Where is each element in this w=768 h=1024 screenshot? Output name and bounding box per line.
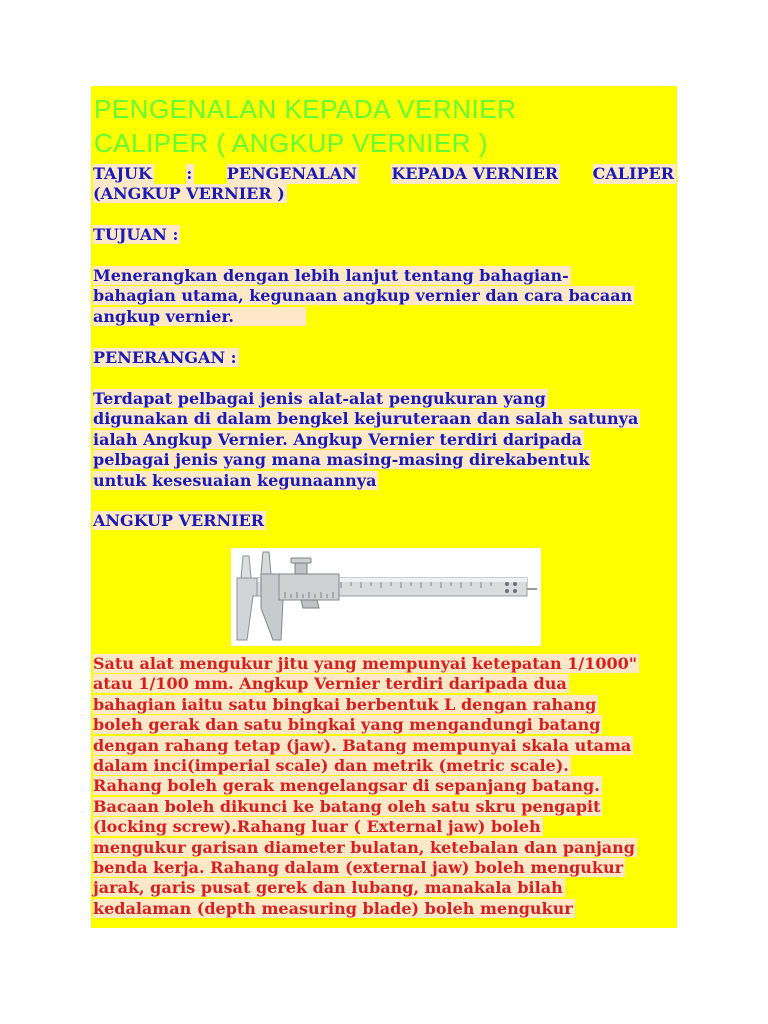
text-line: kedalaman (depth measuring blade) boleh mengukur (93, 898, 573, 918)
text-line: untuk kesesuaian kegunaannya (93, 470, 377, 490)
text-line: atau 1/100 mm. Angkup Vernier terdiri daripada dua (93, 674, 567, 694)
text-line: Menerangkan dengan lebih lanjut tentang bahagian- (93, 266, 569, 285)
title-line-1: PENGENALAN KEPADA VERNIER (94, 94, 517, 124)
tajuk-label: TAJUK (93, 164, 152, 183)
section-heading: ANGKUP VERNIER (93, 511, 265, 530)
tujuan-paragraph (93, 266, 634, 327)
text-line: bahagian iaitu satu bingkai berbentuk L dengan rahang (93, 694, 597, 714)
tajuk-line-2: (ANGKUP VERNIER ) (93, 184, 285, 204)
tajuk-line-1 (93, 164, 676, 184)
text-line: Terdapat pelbagai jenis alat-alat pengukuran yang (93, 389, 546, 408)
text-line: angkup vernier. (93, 307, 306, 326)
text-line: boleh gerak dan satu bingkai yang mengandungi batang (93, 715, 601, 735)
tajuk-word: CALIPER (592, 164, 674, 183)
text-line: bahagian utama, kegunaan angkup vernier dan cara bacaan (93, 286, 633, 306)
text-line: jarak, garis pusat gerek dan lubang, manakala bilah (93, 878, 563, 898)
text-line: Satu alat mengukur jitu yang mempunyai ketepatan 1/1000" (93, 654, 638, 673)
tajuk-word: PENGENALAN (226, 164, 357, 183)
tajuk-block (93, 164, 676, 205)
caliper-image (231, 548, 541, 646)
penerangan-heading: PENERANGAN : (93, 348, 237, 367)
text-line: mengukur garisan diameter bulatan, ketebalan dan panjang (93, 837, 635, 857)
page-title (94, 92, 516, 160)
text-line: (locking screw).Rahang luar ( External jaw) boleh (93, 817, 541, 837)
tajuk-word: KEPADA VERNIER (391, 164, 559, 183)
text-line: dengan rahang tetap (jaw). Batang mempunyai skala utama (93, 735, 632, 755)
text-line: dalam inci(imperial scale) dan metrik (metric scale). (93, 756, 569, 776)
tajuk-colon: : (186, 164, 193, 183)
text-line: ialah Angkup Vernier. Angkup Vernier terdiri daripada (93, 429, 583, 449)
text-line: benda kerja. Rahang dalam (external jaw) boleh mengukur (93, 858, 624, 878)
tujuan-heading: TUJUAN : (93, 225, 179, 244)
title-line-2: CALIPER ( ANGKUP VERNIER ) (94, 128, 488, 158)
description-paragraph (93, 654, 639, 919)
penerangan-paragraph (93, 389, 640, 491)
text-line: digunakan di dalam bengkel kejuruteraan dan salah satunya (93, 409, 639, 429)
text-line: Rahang boleh gerak mengelangsar di sepanjang batang. (93, 776, 600, 796)
vernier-caliper-icon (231, 548, 541, 646)
text-line: pelbagai jenis yang mana masing-masing direkabentuk (93, 450, 590, 470)
text-line: Bacaan boleh dikunci ke batang oleh satu skru pengapit (93, 796, 601, 816)
document-page (91, 86, 677, 928)
